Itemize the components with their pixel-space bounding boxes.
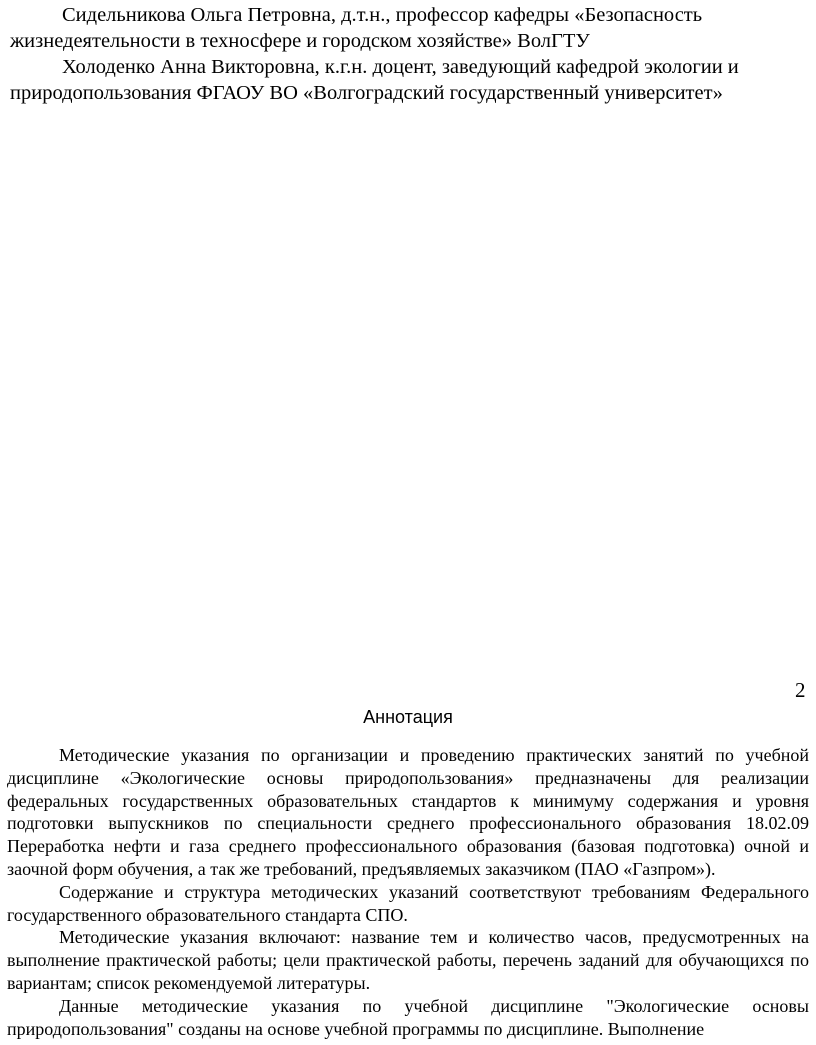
annotation-title: Аннотация — [363, 707, 453, 727]
annotation-body — [7, 744, 809, 1040]
annotation-paragraph: Методические указания включают: название тем и количество часов, предусмотренных на выполнение практической работы; цели практической работы, перечень заданий для обучающихся по вариантам; список рекомендуемой литературы. — [7, 927, 809, 993]
author-holodenko: Холоденко Анна Викторовна, к.г.н. доцент, заведующий кафедрой экологии и природопользования ФГАОУ ВО «Волгоградский государственный университет» — [10, 56, 739, 104]
annotation-paragraph: Данные методические указания по учебной дисциплине "Экологические основы природопользования" созданы на основе учебной программы по дисциплине. Выполнение — [7, 995, 809, 1039]
annotation-paragraph: Содержание и структура методических указаний соответствуют требованиям Федерального государственного образовательного стандарта СПО. — [7, 881, 809, 925]
annotation-paragraph: Методические указания по организации и проведению практических занятий по учебной дисциплине «Экологические основы природопользования» предназначены для реализации федеральных государственных образовательных стандартов к минимуму содержания и уровня подготовки выпускников по специальности среднего профессионального образования 18.02.09 Переработка нефти и газа среднего профессионального образования (базовая подготовка) очной и заочной форм обучения, а так же требований, предъявляемых заказчиком (ПАО «Газпром»). — [7, 745, 809, 879]
authors-block — [10, 2, 810, 106]
author-sidelnikova: Сидельникова Ольга Петровна, д.т.н., профессор кафедры «Безопасность жизнедеятельности в техносфере и городском хозяйстве» ВолГТУ — [10, 4, 703, 52]
page-number: 2 — [795, 678, 806, 702]
